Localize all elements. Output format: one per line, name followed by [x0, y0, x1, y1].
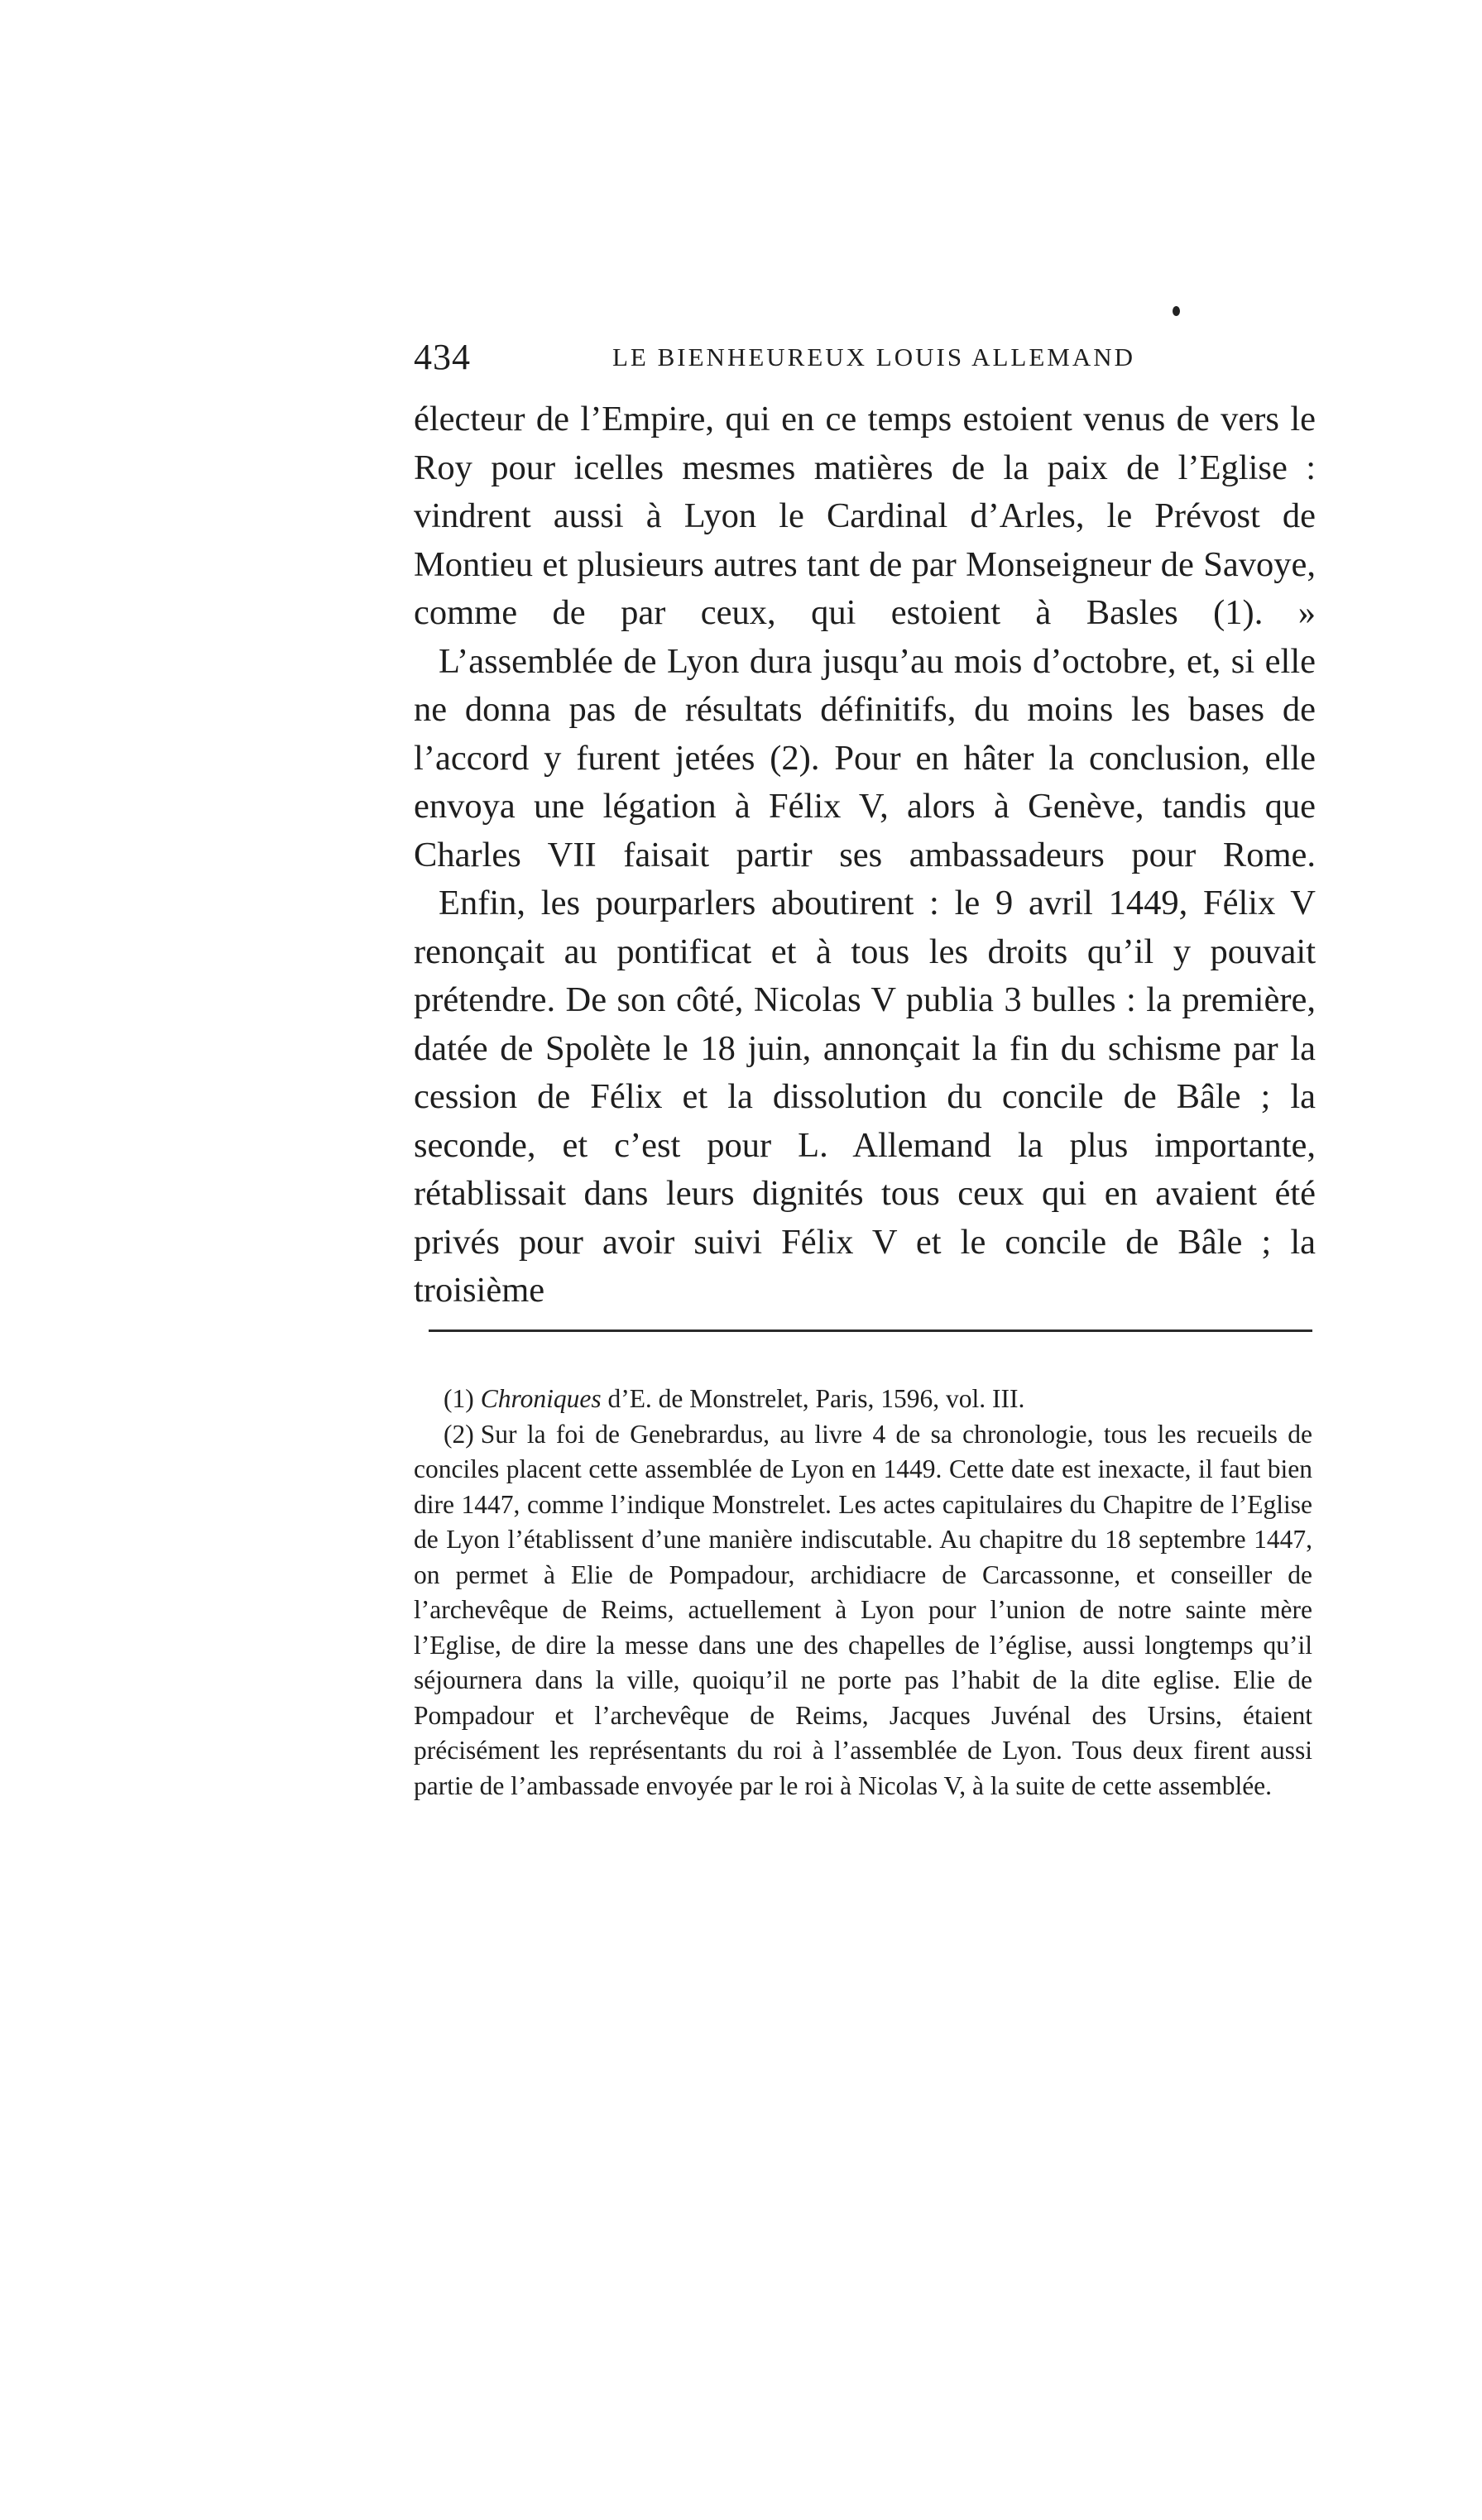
footnote-number: (1): [444, 1384, 474, 1413]
footnote-number: (2): [444, 1419, 474, 1449]
paragraph-negotiations: Enfin, les pourparlers aboutirent : le 9 avril 1449, Félix V renonçait au pontificat et à tous les droits qu’il y pouvait prétendre. De son côté, Nicolas V publia 3 bulles : la première, datée de Spolète le 18 juin, annonçait la fin du schisme par la cession de Félix et la dissolution du concile de Bâle ; la seconde, et c’est pour L. Allemand la plus importante, rétablissait dans leurs dignités tous ceux qui en avaient été privés pour avoir suivi Félix V et le concile de Bâle ; la troisième: [414, 884, 1316, 1310]
footnote-text: d’E. de Monstrelet, Paris, 1596, vol. III.: [601, 1384, 1025, 1413]
ink-speck: [1173, 306, 1180, 316]
page-number: 434: [414, 337, 471, 377]
footnotes: [414, 1382, 1312, 1804]
footnote-rule: [429, 1329, 1312, 1332]
footnote-2: [414, 1417, 1312, 1804]
footnote-1: [414, 1382, 1312, 1417]
paragraph-continued: électeur de l’Empire, qui en ce temps estoient venus de vers le Roy pour icelles mesmes matières de la paix de l’Eglise : vindrent aussi à Lyon le Cardinal d’Arles, le Prévost de Montieu et plusieurs autres tant de par Monseigneur de Savoye, comme de par ceux, qui estoient à Basles (1). »: [414, 400, 1316, 632]
footnote-text: Sur la foi de Genebrardus, au livre 4 de sa chronologie, tous les recueils de conciles placent cette assemblée de Lyon en 1449. Cette date est inexacte, il faut bien dire 1447, comme l’indique Monstrelet. Les actes capitulaires du Chapitre de l’Eglise de Lyon l’établissent d’une manière indiscutable. Au chapitre du 18 septembre 1447, on permet à Elie de Pompadour, archidiacre de Carcassonne, et conseiller de l’archevêque de Reims, actuellement à Lyon pour l’union de notre sainte mère l’Eglise, de dire la messe dans une des chapelles de l’église, aussi longtemps qu’il séjournera dans la ville, quoiqu’il ne porte pas l’habit de la dite eglise. Elie de Pompadour et l’archevêque de Reims, Jacques Juvénal des Ursins, étaient précisément les représentants du roi à l’assemblée de Lyon. Tous deux firent aussi partie de l’ambassade envoyée par le roi à Nicolas V, à la suite de cette assemblée.: [414, 1419, 1312, 1800]
footnote-italic-title: Chroniques: [480, 1384, 602, 1413]
running-title: LE BIENHEUREUX LOUIS ALLEMAND: [612, 343, 1136, 371]
page-header: [414, 336, 1316, 386]
main-text: [414, 395, 1316, 1315]
paragraph-assembly: L’assemblée de Lyon dura jusqu’au mois d’octobre, et, si elle ne donna pas de résultats définitifs, du moins les bases de l’accord y furent jetées (2). Pour en hâter la conclusion, elle envoya une légation à Félix V, alors à Genève, tandis que Charles VII faisait partir ses ambassadeurs pour Rome.: [414, 641, 1316, 874]
